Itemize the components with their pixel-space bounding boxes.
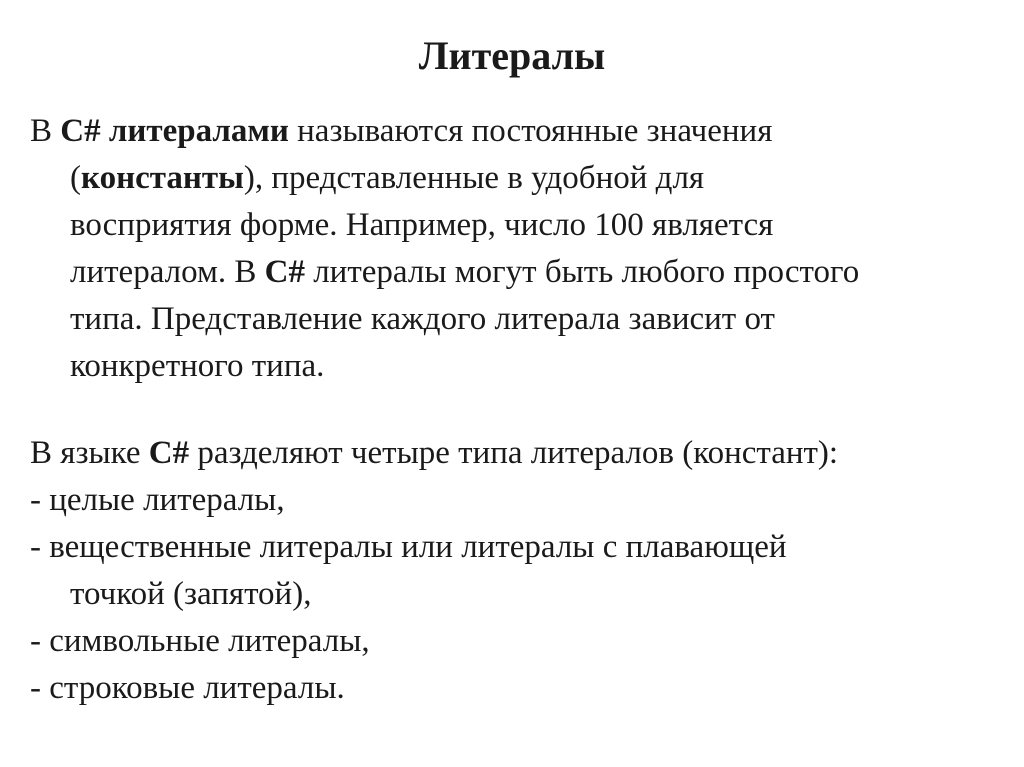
paragraph-line: [30, 108, 1005, 155]
text-run: В: [30, 113, 61, 149]
paragraph-line: [30, 155, 1005, 202]
paragraph-line: конкретного типа.: [70, 348, 325, 384]
text-run: литералы могут быть любого простого: [304, 254, 860, 290]
list-item: - символьные литералы,: [30, 623, 370, 659]
text-run: ), представленные в удобной для: [243, 160, 705, 196]
bold-term: C# литералами: [60, 113, 289, 149]
slide-title: Литералы: [418, 33, 606, 78]
list-item: - строковые литералы.: [30, 670, 345, 706]
definition-paragraph: [30, 108, 1005, 390]
paragraph-line: восприятия форме. Например, число 100 является: [70, 207, 774, 243]
text-run: разделяют четыре типа литералов (констант):: [189, 435, 839, 471]
bold-term: константы: [81, 160, 244, 196]
literal-types-list: [30, 430, 1005, 712]
text-run: называются постоянные значения: [288, 113, 773, 149]
list-item: - целые литералы,: [30, 482, 285, 518]
list-intro: [30, 430, 1005, 477]
list-item-continuation: точкой (запятой),: [70, 576, 312, 612]
text-run: (: [70, 160, 81, 196]
paragraph-line: [30, 249, 1005, 296]
bold-term: C#: [264, 254, 305, 290]
bold-term: C#: [148, 435, 190, 471]
text-run: В языке: [30, 435, 149, 471]
text-run: литералом. В: [70, 254, 265, 290]
paragraph-line: типа. Представление каждого литерала зависит от: [70, 301, 775, 337]
list-item: - вещественные литералы или литералы с плавающей: [30, 529, 787, 565]
